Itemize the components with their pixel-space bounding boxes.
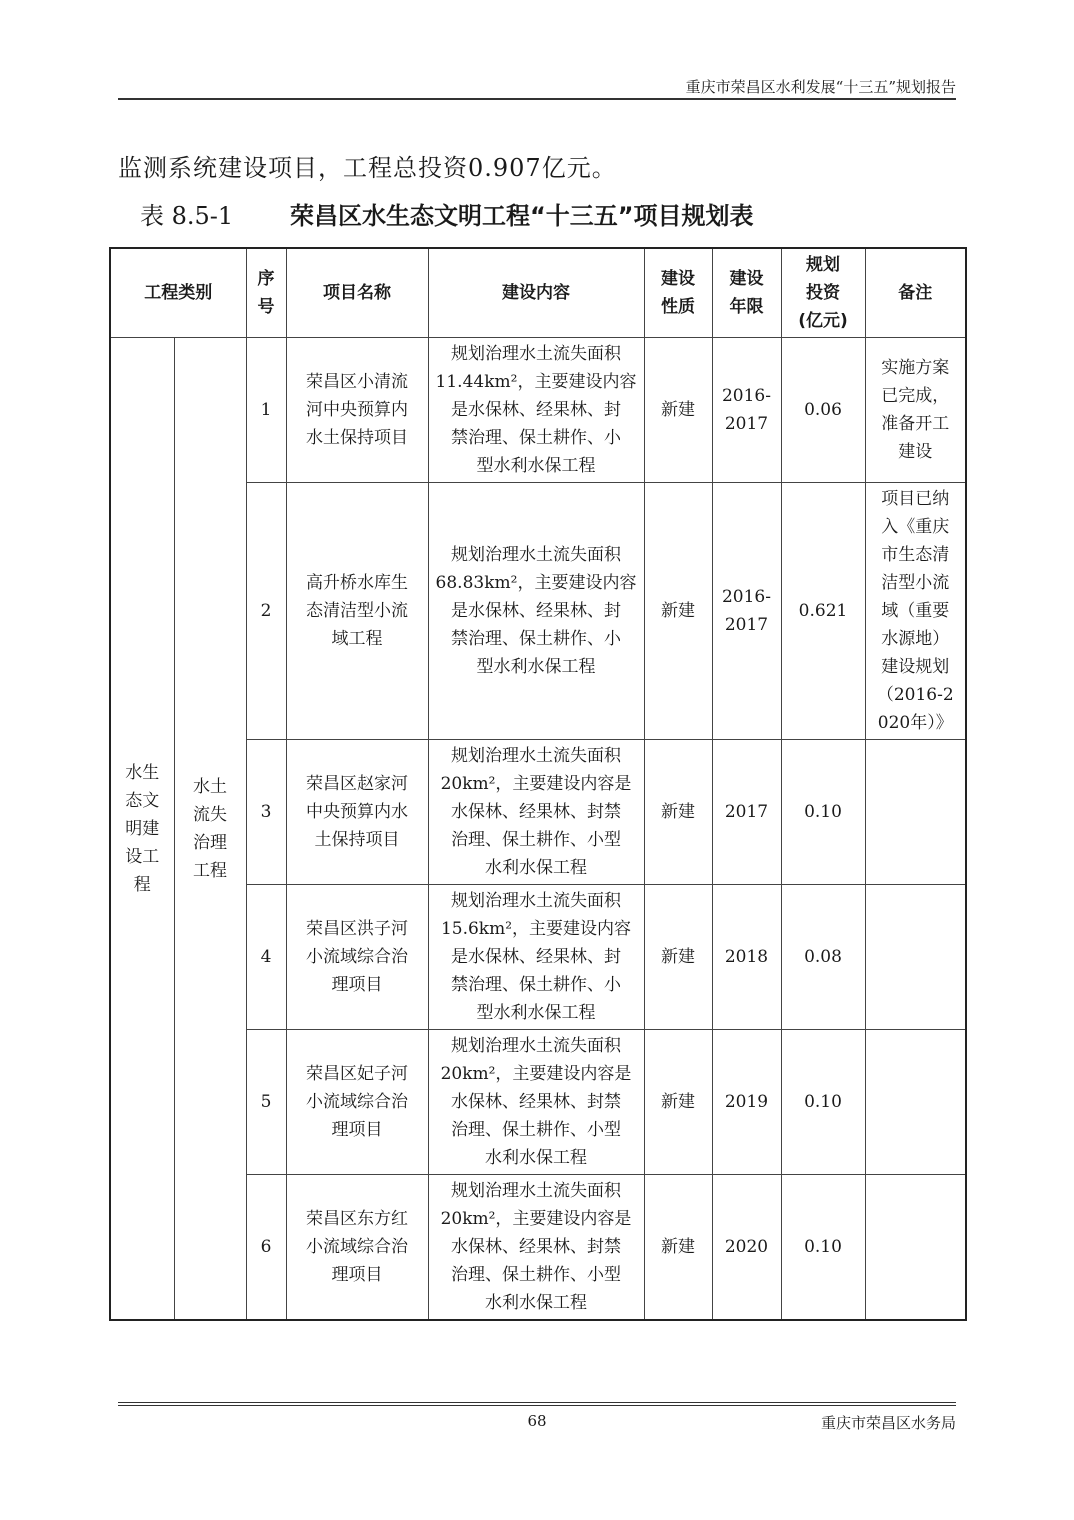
nature-cell: 新建 <box>644 338 712 483</box>
footer-rule <box>118 1402 956 1403</box>
table-caption <box>118 196 754 231</box>
category-sub-cell: 水土 流失 治理 工程 <box>174 338 246 1321</box>
table-row <box>110 338 966 483</box>
seq-cell: 3 <box>246 740 286 885</box>
period-cell: 2017 <box>712 740 781 885</box>
name-cell: 荣昌区小清流 河中央预算内 水土保持项目 <box>286 338 428 483</box>
table-title: 荣昌区水生态文明工程“十三五”项目规划表 <box>290 202 754 230</box>
period-cell: 2016- 2017 <box>712 483 781 740</box>
content-cell: 规划治理水土流失面积 20km²，主要建设内容是 水保林、经果林、封禁 治理、保土耕作、小型 水利水保工程 <box>428 1175 644 1321</box>
period-cell: 2019 <box>712 1030 781 1175</box>
seq-cell: 1 <box>246 338 286 483</box>
nature-cell: 新建 <box>644 885 712 1030</box>
investment-cell: 0.06 <box>781 338 865 483</box>
remarks-cell <box>865 885 966 1030</box>
category-main-cell: 水生 态文 明建 设工 程 <box>110 338 174 1321</box>
header-name: 项目名称 <box>286 248 428 338</box>
investment-cell: 0.10 <box>781 1030 865 1175</box>
period-cell: 2018 <box>712 885 781 1030</box>
period-cell: 2016- 2017 <box>712 338 781 483</box>
footer-organization: 重庆市荣昌区水务局 <box>820 1414 956 1432</box>
content-cell: 规划治理水土流失面积 20km²，主要建设内容是 水保林、经果林、封禁 治理、保土耕作、小型 水利水保工程 <box>428 740 644 885</box>
content-cell: 规划治理水土流失面积 68.83km²，主要建设内容 是水保林、经果林、封 禁治理、保土耕作、小 型水利水保工程 <box>428 483 644 740</box>
investment-cell: 0.10 <box>781 1175 865 1321</box>
nature-cell: 新建 <box>644 1030 712 1175</box>
seq-cell: 6 <box>246 1175 286 1321</box>
content-cell: 规划治理水土流失面积 20km²，主要建设内容是 水保林、经果林、封禁 治理、保土耕作、小型 水利水保工程 <box>428 1030 644 1175</box>
header-nature: 建设 性质 <box>644 248 712 338</box>
table-header-row <box>110 248 966 338</box>
content-cell: 规划治理水土流失面积 11.44km²，主要建设内容 是水保林、经果林、封 禁治理、保土耕作、小 型水利水保工程 <box>428 338 644 483</box>
header-category: 工程类别 <box>110 248 246 338</box>
name-cell: 荣昌区妃子河 小流域综合治 理项目 <box>286 1030 428 1175</box>
header-rule <box>118 98 956 100</box>
investment-cell: 0.621 <box>781 483 865 740</box>
remarks-cell <box>865 740 966 885</box>
name-cell: 荣昌区洪子河 小流域综合治 理项目 <box>286 885 428 1030</box>
investment-cell: 0.10 <box>781 740 865 885</box>
investment-cell: 0.08 <box>781 885 865 1030</box>
name-cell: 高升桥水库生 态清洁型小流 域工程 <box>286 483 428 740</box>
seq-cell: 4 <box>246 885 286 1030</box>
seq-cell: 5 <box>246 1030 286 1175</box>
header-content: 建设内容 <box>428 248 644 338</box>
header-investment: 规划 投资 (亿元) <box>781 248 865 338</box>
content-cell: 规划治理水土流失面积 15.6km²，主要建设内容 是水保林、经果林、封 禁治理、保土耕作、小 型水利水保工程 <box>428 885 644 1030</box>
remarks-cell: 项目已纳 入《重庆 市生态清 洁型小流 域（重要 水源地） 建设规划 （2016-2 020年）》 <box>865 483 966 740</box>
period-cell: 2020 <box>712 1175 781 1321</box>
table-number: 表 8.5-1 <box>140 202 234 230</box>
header-report-title: 重庆市荣昌区水利发展“十三五”规划报告 <box>685 78 956 96</box>
header-remarks: 备注 <box>865 248 966 338</box>
nature-cell: 新建 <box>644 1175 712 1321</box>
nature-cell: 新建 <box>644 483 712 740</box>
name-cell: 荣昌区赵家河 中央预算内水 土保持项目 <box>286 740 428 885</box>
remarks-cell <box>865 1175 966 1321</box>
nature-cell: 新建 <box>644 740 712 885</box>
header-seq: 序 号 <box>246 248 286 338</box>
project-plan-table <box>109 247 967 1321</box>
name-cell: 荣昌区东方红 小流域综合治 理项目 <box>286 1175 428 1321</box>
footer-rule <box>118 1405 956 1406</box>
remarks-cell <box>865 1030 966 1175</box>
page-number: 68 <box>527 1412 547 1430</box>
seq-cell: 2 <box>246 483 286 740</box>
header-period: 建设 年限 <box>712 248 781 338</box>
body-paragraph: 监测系统建设项目，工程总投资0.907亿元。 <box>118 154 617 182</box>
remarks-cell: 实施方案 已完成， 准备开工 建设 <box>865 338 966 483</box>
